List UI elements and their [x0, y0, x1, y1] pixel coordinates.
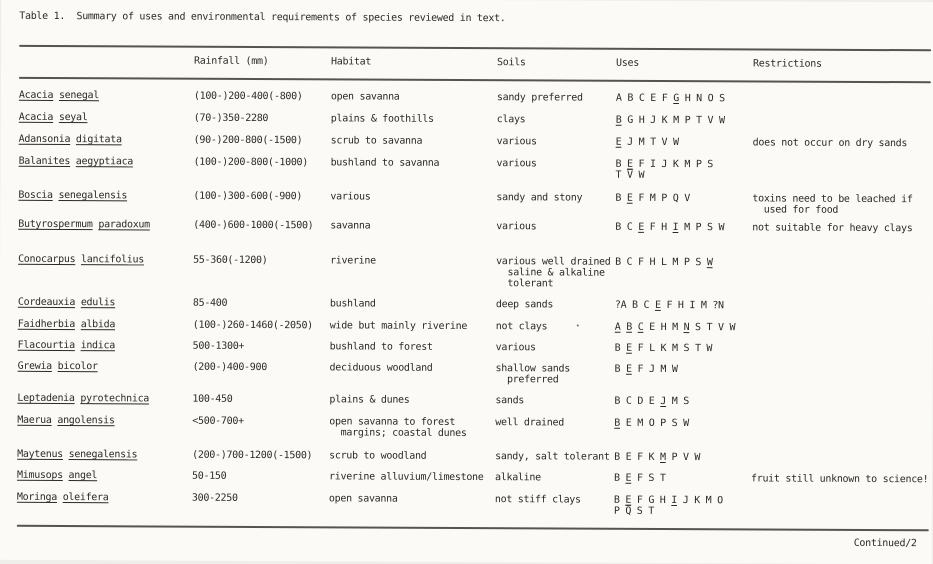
continued-footer: Continued/2: [853, 537, 917, 550]
horizontal-rule-under-header: [19, 77, 931, 83]
soils-line: well drained: [495, 417, 564, 429]
soils-line: preferred: [495, 374, 559, 386]
soils-cell: [496, 221, 536, 232]
uses-cell: [616, 93, 725, 105]
soils-line: alkaline: [495, 472, 541, 484]
table-row: [1, 89, 933, 105]
rainfall-cell: [193, 298, 227, 309]
uses-cell: [615, 257, 713, 268]
uses-cell: [614, 418, 689, 429]
species-name: Grewia bicolor: [17, 360, 98, 373]
soils-cell: [495, 417, 564, 428]
soils-cell: [497, 136, 537, 147]
habitat-line: savanna: [330, 220, 371, 232]
table-row: [0, 392, 932, 408]
rainfall-value: 500-1300+: [192, 340, 245, 352]
soils-line: various: [496, 158, 537, 170]
table-row: [0, 189, 933, 216]
table-row: [0, 218, 933, 235]
rainfall-cell: [193, 362, 267, 373]
soils-cell: [497, 114, 526, 125]
soils-cell: [495, 451, 609, 463]
soils-cell: [496, 192, 582, 203]
restrictions-line: not suitable for heavy clays: [752, 222, 913, 235]
table-row: [1, 111, 933, 127]
species-name: Acacia seyal: [18, 111, 88, 124]
soils-line: sands: [495, 395, 525, 407]
species-cell: [18, 361, 98, 372]
table-row: [0, 469, 932, 486]
rainfall-cell: [192, 416, 244, 427]
soils-cell: [495, 363, 569, 385]
species-name: Moringa oleifera: [16, 491, 109, 504]
rainfall-cell: [193, 341, 245, 352]
table-row: [0, 253, 933, 290]
habitat-line: scrub to savanna: [330, 135, 423, 147]
table-row: [1, 155, 933, 181]
uses-cell: [614, 473, 666, 484]
rainfall-cell: [193, 191, 302, 203]
restrictions-line: used for food: [752, 204, 839, 216]
habitat-line: plains & dunes: [329, 394, 410, 406]
species-cell: [19, 134, 122, 146]
table-title: Table 1. Summary of uses and environmental requirements of species reviewed in text.: [19, 10, 506, 25]
uses-cell: [614, 396, 689, 407]
species-cell: [19, 112, 88, 123]
habitat-cell: [329, 450, 426, 461]
habitat-line: plains & foothills: [330, 113, 434, 125]
species-name: Mimusops angel: [17, 469, 98, 482]
table-header-row: [1, 55, 933, 72]
restrictions-line: does not occur on dry sands: [752, 137, 908, 150]
rainfall-value: 55-360(-1200): [193, 254, 268, 267]
uses-letters-line: B G H J K M P T V W: [615, 114, 725, 127]
soils-line: saline & alkaline: [496, 267, 605, 279]
habitat-cell: [329, 416, 466, 439]
restrictions-line: fruit still unknown to science!: [751, 473, 929, 486]
uses-cell: [615, 193, 690, 204]
species-cell: [18, 297, 115, 308]
table-row: [0, 414, 932, 440]
rainfall-value: (90-)200-800(-1500): [193, 134, 303, 147]
table-row: [0, 318, 933, 334]
habitat-line: open savanna: [330, 91, 400, 103]
uses-letters-line: B C F H L M P S W: [615, 256, 713, 269]
restrictions-cell: [752, 193, 912, 216]
species-name: Butyrospermum paradoxum: [18, 218, 150, 231]
column-header-restrictions: Restrictions: [753, 58, 822, 70]
soils-line: not stiff clays: [494, 494, 581, 506]
uses-letters-line: T $\overline{V}$ W: [615, 169, 645, 181]
habitat-cell: [329, 394, 409, 405]
table-row: [0, 339, 933, 355]
rainfall-cell: [192, 394, 232, 405]
uses-letters-line: A B C E H M N S T V W: [614, 321, 736, 334]
species-name: Adansonia digitata: [18, 133, 122, 146]
habitat-line: wide but mainly riverine: [329, 320, 468, 333]
uses-letters-line: E J M T V W: [615, 136, 679, 149]
rainfall-value: (100-)200-400(-800): [193, 90, 303, 103]
habitat-line: open savanna: [328, 493, 398, 505]
soils-line: shallow sands: [495, 363, 570, 375]
rainfall-value: 85-400: [192, 297, 228, 309]
uses-letters-line: P $\overline{Q}$ S T: [613, 505, 655, 517]
rainfall-cell: [192, 471, 226, 482]
soils-cell: [495, 395, 524, 406]
uses-letters-line: B E F S T: [614, 472, 666, 484]
rainfall-value: (200-)400-900: [192, 361, 267, 374]
soils-line: deep sands: [495, 299, 554, 311]
habitat-cell: [330, 362, 433, 374]
habitat-line: riverine alluvium/limestone: [329, 471, 484, 484]
table-row: [0, 448, 932, 464]
column-header-soils: Soils: [497, 57, 526, 69]
rainfall-cell: [193, 220, 313, 232]
habitat-line: deciduous woodland: [329, 362, 433, 374]
species-cell: [18, 219, 150, 231]
rainfall-value: (70-)350-2280: [193, 112, 269, 125]
habitat-line: margins; coastal dunes: [329, 427, 467, 440]
soils-line: various: [496, 136, 537, 148]
scan-speck: [577, 325, 579, 327]
soils-cell: [495, 472, 541, 483]
column-header-habitat: Habitat: [331, 56, 372, 68]
rainfall-cell: [194, 91, 303, 103]
uses-letters-line: A B C E F G H N O S: [615, 92, 725, 105]
habitat-cell: [330, 320, 467, 332]
rainfall-cell: [192, 450, 312, 462]
species-cell: [17, 492, 109, 503]
habitat-line: open savanna to forest: [329, 416, 456, 428]
soils-line: not clays: [495, 321, 548, 333]
habitat-cell: [331, 135, 423, 146]
habitat-cell: [331, 113, 434, 125]
species-name: Maerua angolensis: [17, 414, 115, 427]
rainfall-value: (100-)200-800(-1000): [193, 156, 309, 169]
uses-letters-line: B E F I J K M P S: [615, 158, 714, 171]
habitat-cell: [330, 298, 376, 309]
column-header-uses: Uses: [616, 57, 639, 69]
habitat-line: bushland to forest: [329, 341, 433, 353]
species-cell: [19, 156, 134, 168]
uses-letters-line: ?A B C E F H I M ?N: [614, 299, 724, 312]
habitat-line: bushland: [329, 298, 376, 310]
soils-cell: [495, 494, 581, 505]
soils-line: sandy and stony: [496, 192, 583, 204]
uses-letters-line: B E F M P Q V: [615, 192, 690, 205]
uses-cell: [615, 343, 713, 354]
habitat-cell: [329, 493, 398, 504]
soils-line: sandy preferred: [496, 92, 583, 104]
soils-cell: [496, 321, 548, 332]
species-cell: [17, 415, 114, 426]
habitat-cell: [330, 220, 370, 231]
rainfall-cell: [194, 113, 268, 124]
rainfall-value: 300-2250: [191, 492, 238, 504]
uses-letters-line: B E F L K M S T W: [614, 342, 713, 355]
uses-cell: [616, 115, 725, 127]
soils-line: sandy, salt tolerant: [495, 451, 610, 463]
soils-cell: [497, 158, 537, 169]
rainfall-value: 100-450: [192, 393, 233, 405]
uses-cell: [615, 364, 678, 375]
habitat-line: bushland to savanna: [330, 157, 440, 169]
soils-cell: [496, 299, 553, 310]
soils-line: various well drained: [496, 256, 611, 268]
species-cell: [17, 393, 149, 405]
habitat-line: riverine: [330, 255, 376, 267]
rainfall-cell: [193, 255, 267, 266]
rainfall-value: (100-)260-1460(-2050): [192, 319, 313, 332]
table-row: [0, 491, 932, 517]
soils-cell: [496, 342, 536, 353]
uses-cell: [614, 495, 723, 518]
soils-line: various: [496, 221, 537, 233]
restrictions-cell: [751, 473, 928, 485]
uses-cell: [615, 222, 724, 234]
species-cell: [18, 190, 127, 202]
species-cell: [18, 340, 115, 351]
table-row: [1, 133, 933, 150]
rainfall-cell: [192, 493, 238, 504]
species-name: Acacia senegal: [18, 89, 100, 102]
rainfall-value: 50-150: [192, 470, 227, 482]
species-name: Maytenus senegalensis: [17, 448, 138, 461]
rainfall-value: <500-700+: [192, 415, 244, 427]
species-name: Boscia senegalensis: [18, 189, 128, 202]
uses-cell: [616, 137, 679, 148]
soils-line: tolerant: [495, 278, 554, 290]
species-name: Faidherbia albida: [17, 318, 116, 331]
uses-cell: [615, 300, 724, 312]
uses-cell: [615, 159, 713, 181]
habitat-cell: [330, 341, 433, 353]
rainfall-cell: [194, 135, 303, 147]
uses-cell: [614, 452, 700, 463]
species-cell: [17, 470, 97, 481]
uses-letters-line: B E M O P S W: [614, 417, 689, 430]
soils-line: clays: [496, 114, 526, 126]
horizontal-rule-bottom: [17, 525, 929, 531]
horizontal-rule-top: [19, 45, 931, 51]
soils-line: various: [495, 342, 536, 354]
uses-letters-line: B E F K M P V W: [614, 451, 701, 464]
habitat-cell: [329, 471, 484, 483]
species-cell: [19, 90, 99, 101]
species-cell: [18, 319, 115, 330]
species-name: Balanites aegyptiaca: [18, 155, 134, 168]
habitat-cell: [330, 191, 370, 202]
rainfall-cell: [194, 157, 308, 169]
soils-cell: [497, 92, 583, 103]
habitat-line: various: [330, 191, 371, 203]
species-cell: [18, 254, 144, 266]
habitat-cell: [331, 91, 400, 102]
restrictions-cell: [753, 137, 908, 149]
rainfall-cell: [193, 320, 313, 332]
rainfall-value: (400-)600-1000(-1500): [193, 219, 314, 232]
species-name: Conocarpus lancifolius: [18, 253, 145, 266]
restrictions-cell: [752, 222, 912, 234]
table-row: [0, 360, 933, 386]
uses-letters-line: B E F G H I J K M O: [613, 494, 723, 507]
habitat-line: scrub to woodland: [329, 450, 427, 462]
uses-letters-line: B C E F H I M P S W: [615, 221, 725, 234]
species-cell: [17, 449, 137, 461]
species-name: Cordeauxia edulis: [17, 296, 116, 309]
uses-letters-line: B C D E J M S: [614, 395, 689, 408]
uses-letters-line: B E F J M W: [614, 363, 678, 376]
restrictions-line: toxins need to be leached if: [752, 193, 913, 206]
rainfall-value: (200-)700-1200(-1500): [192, 449, 313, 462]
rainfall-value: (100-)300-600(-900): [193, 190, 303, 203]
species-name: Flacourtia indica: [17, 339, 115, 352]
soils-cell: [496, 256, 611, 290]
habitat-cell: [331, 157, 440, 169]
habitat-cell: [330, 255, 376, 266]
uses-cell: [615, 322, 735, 334]
table-row: [0, 296, 933, 312]
column-header-rainfall: Rainfall (mm): [194, 55, 269, 68]
species-name: Leptadenia pyrotechnica: [17, 392, 150, 405]
